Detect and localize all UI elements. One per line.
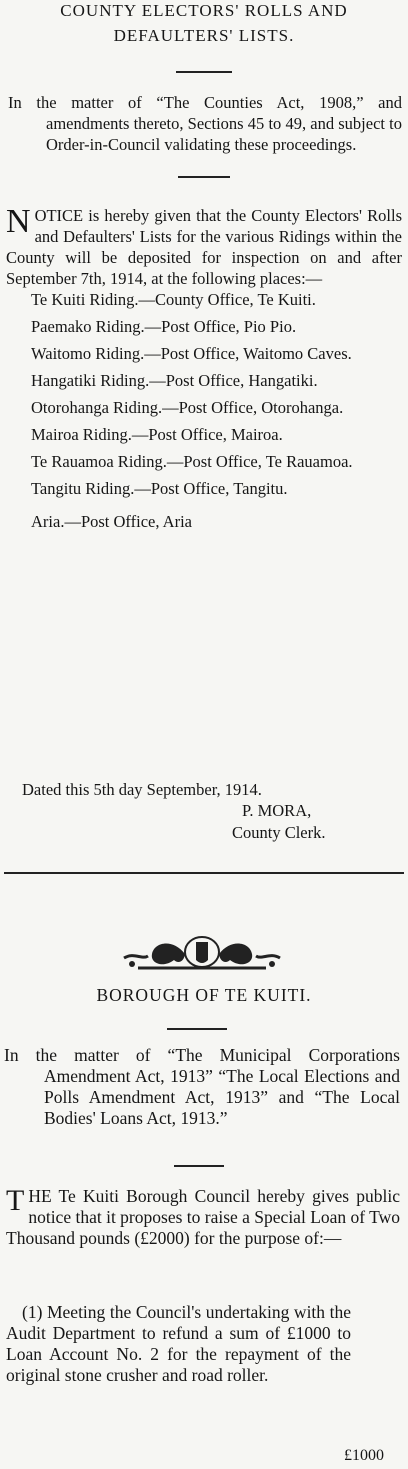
- county-signatory: P. MORA,: [242, 801, 312, 820]
- riding-entry: Otorohanga Riding.—Post Office, Otorohanga.: [31, 397, 344, 417]
- county-notice-body: [6, 202, 402, 289]
- borough-title: BOROUGH OF TE KUITI.: [96, 985, 312, 1005]
- county-notice: [0, 0, 408, 532]
- dropcap-letter: T: [6, 1184, 25, 1217]
- borough-item-1-amount: £1000: [344, 1447, 384, 1464]
- riding-entry: Mairoa Riding.—Post Office, Mairoa.: [31, 424, 283, 444]
- riding-entry: Hangatiki Riding.—Post Office, Hangatiki.: [31, 370, 318, 390]
- borough-item-1: [6, 1302, 406, 1386]
- county-title-line1: COUNTY ELECTORS' ROLLS AND: [60, 1, 348, 20]
- borough-preamble: In the matter of “The Municipal Corporations Amendment Act, 1913” “The Local Elections and Polls Amendment Act, 1913” and “The Local Bodies' Loans Act, 1913.”: [4, 1045, 400, 1128]
- borough-notice-text: HE Te Kuiti Borough Council hereby gives public notice that it proposes to raise a Special Loan of Two Thousand pounds (£2000) for the purpose of:—: [6, 1186, 401, 1248]
- county-notice-text: OTICE is hereby given that the County Electors' Rolls and Defaulters' Lists for the various Ridings within the County will be deposited for inspection on and after September 7th, 1914, at the following places:—: [6, 205, 402, 288]
- riding-entry: Te Rauamoa Riding.—Post Office, Te Rauamoa.: [31, 451, 353, 471]
- riding-entry: Waitomo Riding.—Post Office, Waitomo Caves.: [31, 343, 352, 363]
- riding-entry: Te Kuiti Riding.—County Office, Te Kuiti.: [31, 289, 316, 309]
- county-dated-line: Dated this 5th day September, 1914.: [22, 780, 262, 799]
- ornamental-crest-icon: [118, 934, 286, 972]
- riding-entry: Paemako Riding.—Post Office, Pio Pio.: [31, 316, 297, 336]
- divider-rule: [174, 1165, 224, 1167]
- riding-entry: Aria.—Post Office, Aria: [31, 511, 192, 531]
- section-separator: [4, 872, 404, 874]
- county-preamble: In the matter of “The Counties Act, 1908,” and amendments thereto, Sections 45 to 49, and subject to Order-in-Council validating these proceedings.: [8, 93, 402, 154]
- county-signatory-title: County Clerk.: [232, 823, 326, 842]
- divider-rule: [176, 71, 232, 73]
- borough-item-1-text: (1) Meeting the Council's undertaking with the Audit Department to refund a sum of £1000 to Loan Account No. 2 for the repayment of the original stone crusher and road roller.: [6, 1302, 351, 1385]
- dropcap-letter: N: [6, 202, 31, 240]
- county-title-line2: DEFAULTERS' LISTS.: [113, 26, 295, 45]
- borough-notice-body: [6, 1186, 400, 1249]
- riding-list: [0, 289, 408, 532]
- divider-rule: [178, 176, 230, 178]
- divider-rule: [167, 1028, 227, 1030]
- riding-entry: Tangitu Riding.—Post Office, Tangitu.: [31, 478, 288, 498]
